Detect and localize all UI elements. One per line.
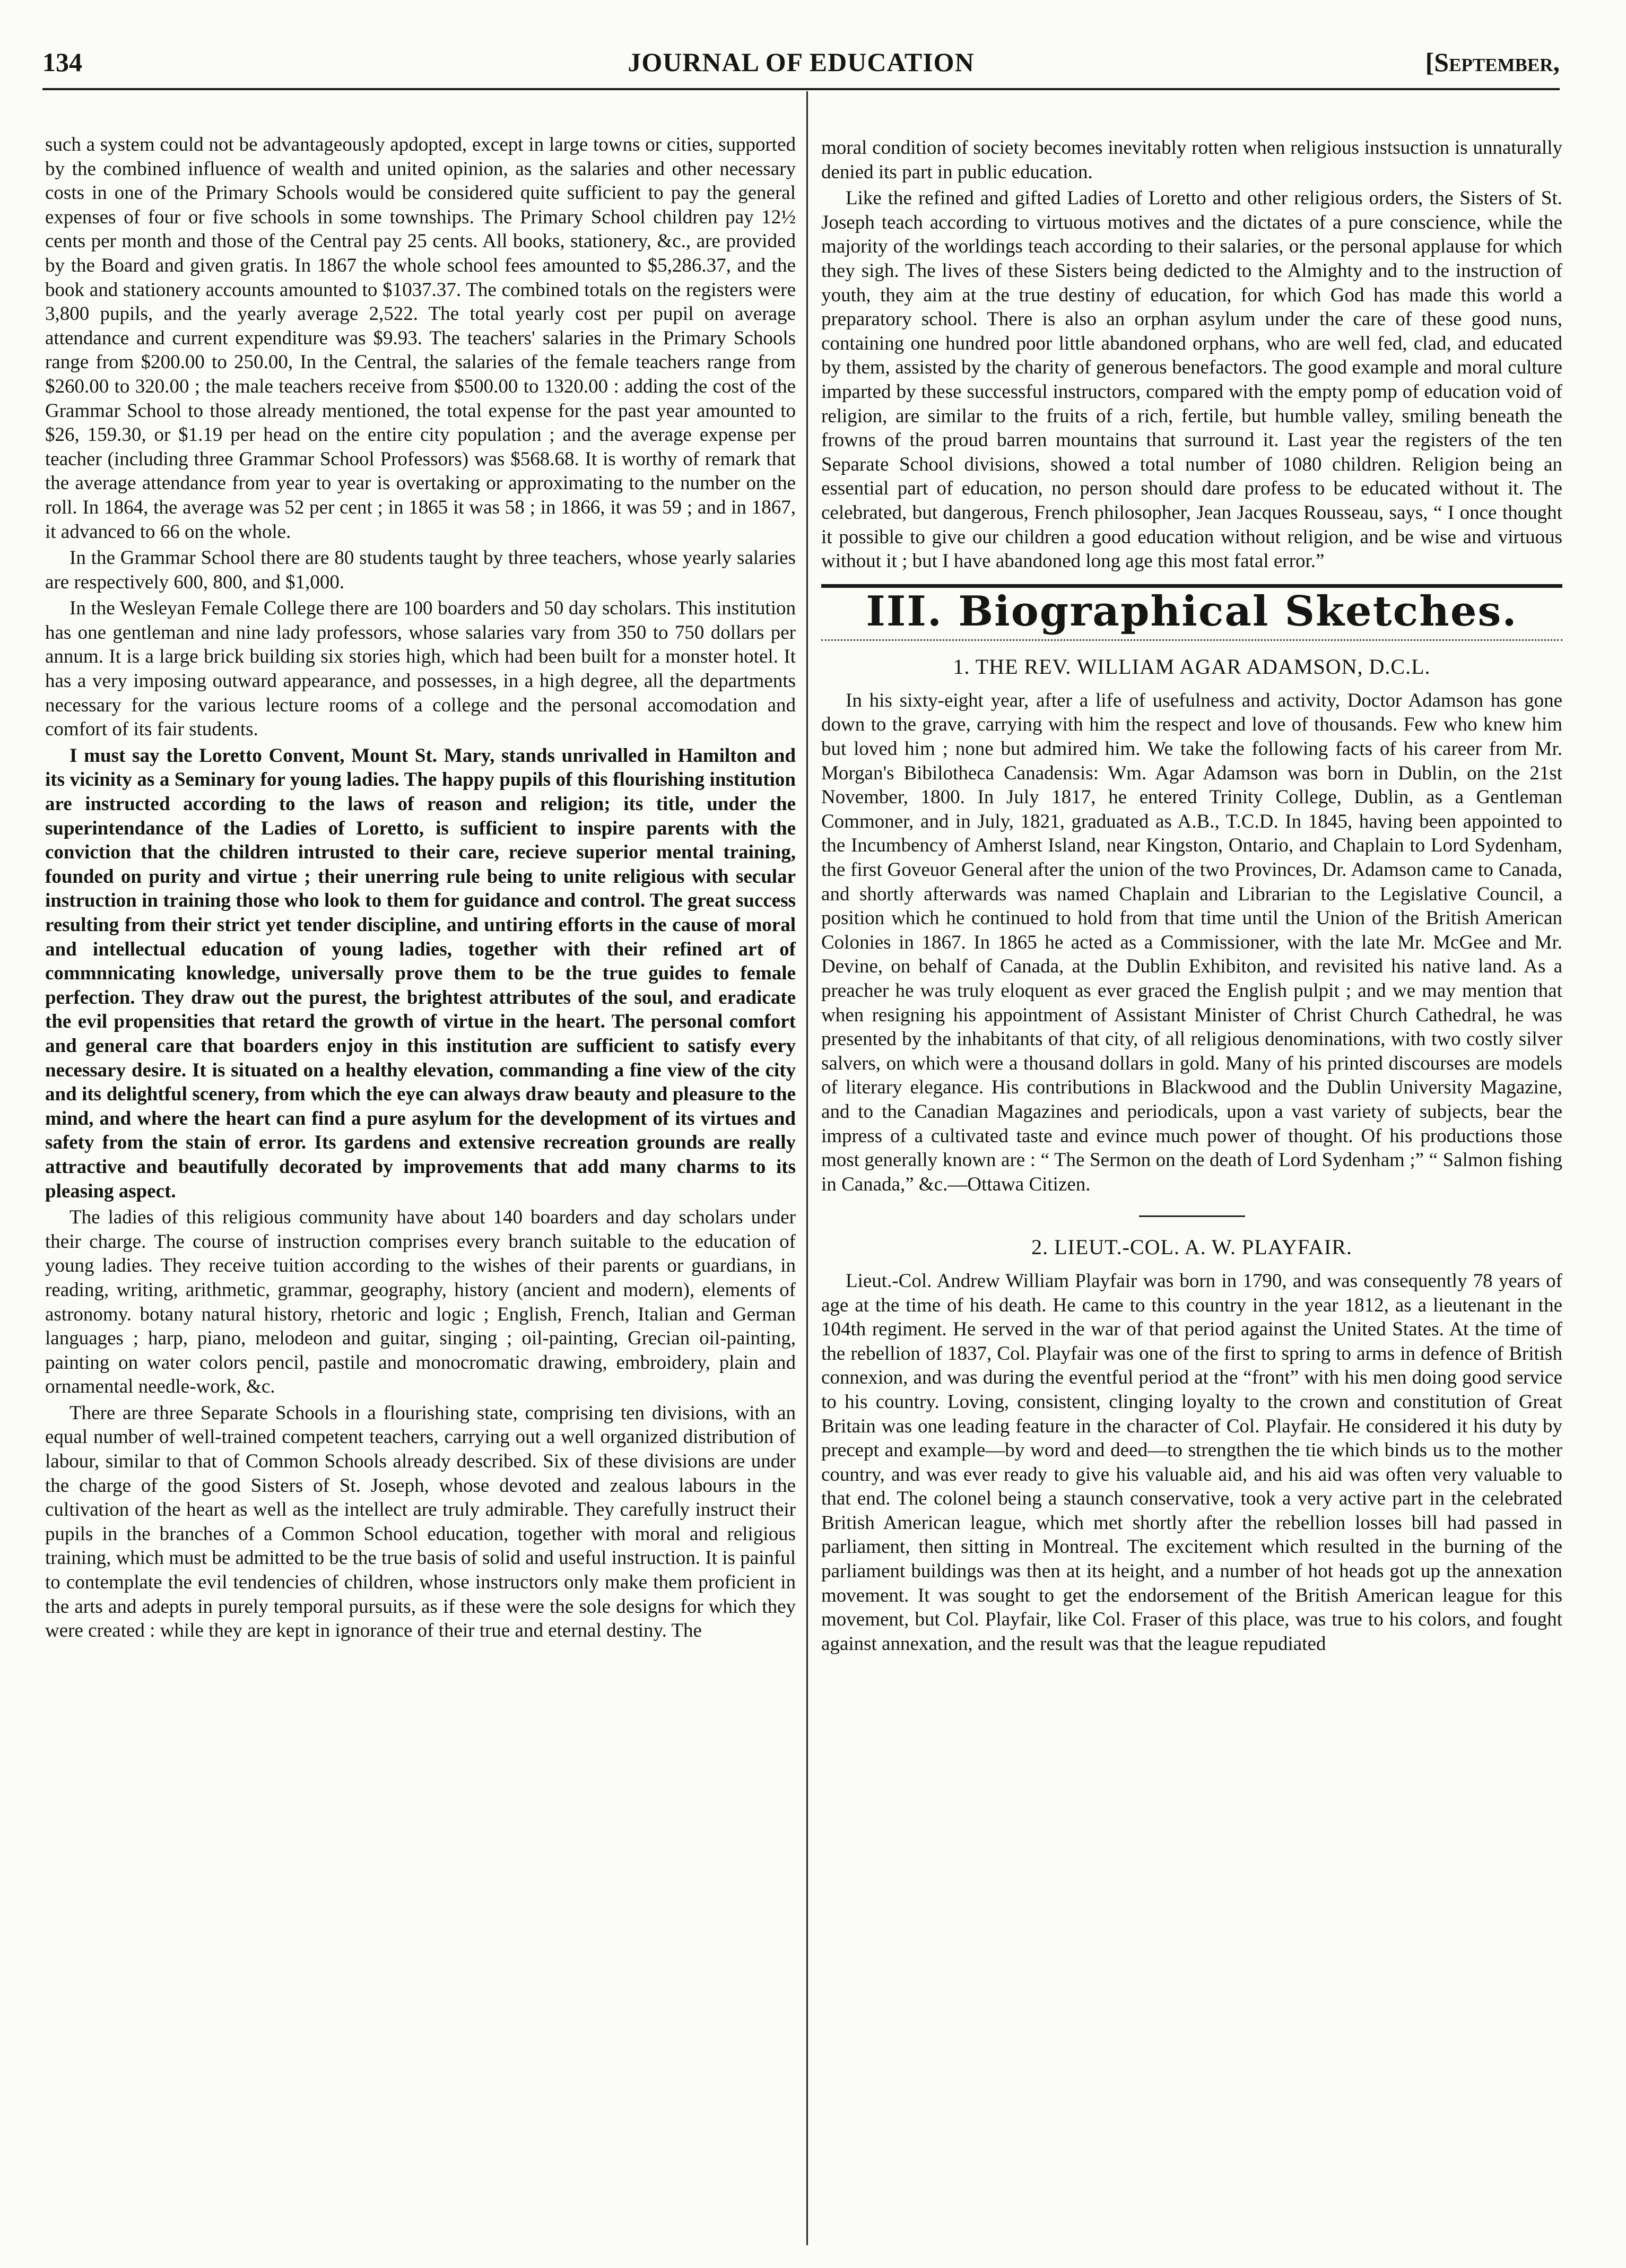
paragraph-moral-condition: moral condition of society becomes inevitably rotten when religious instsuction is unnaturally denied its part in public education. (821, 137, 1562, 183)
paragraph-separate-schools: There are three Separate Schools in a flourishing state, comprising ten divisions, with an equal number of well-trained competent teachers, carrying out a well organized distribution of labour, similar to that of Common Schools already described. Six of these divisions are under the charge of the good Sisters of St. Joseph, whose devoted and zealous labours in the cultivation of the heart as well as the intellect are truly admirable. They carefully instruct their pupils in the branches of a Common School education, together with moral and religious training, which must be admitted to be the true basis of solid and useful instruction. It is painful to contemplate the evil tendencies of children, whose instructors only make them proficient in the arts and adepts in purely temporal pursuits, as if these were the sole designs for which they were created : while they are kept in ignorance of their true and eternal destiny. The (45, 1402, 796, 1642)
paragraph-sisters-of-st-joseph: Like the refined and gifted Ladies of Loretto and other religious orders, the Sisters of St. Joseph teach according to virtuous motives and the dictates of a pure conscience, while the majority of the worldings teach according to their salaries, or the personal applause for which they sigh. The lives of these Sisters being dedicted to the Almighty and to the instruction of youth, they aim at the true destiny of education, for which God has made this world a preparatory school. There is also an orphan asylum under the care of these good nuns, containing one hundred poor little abandoned orphans, who are well fed, clad, and educated by them, assisted by the charity of generous benefactors. The good example and moral culture imparted by these successful instructors, compared with the empty pomp of education void of religion, are similar to the fruits of a rich, fertile, but humble valley, smiling beneath the frowns of the proud barren mountains that surround it. Last year the registers of the ten Separate School divisions, showed a total number of 1080 children. Religion being an essential part of education, no person should dare profess to be educated without it. The celebrated, but dangerous, French philosopher, Jean Jacques Rousseau, says, “ I once thought it possible to give our children a good education without religion, and be wise and virtuous without it ; but I have abandoned long age this most fatal error.” (821, 187, 1562, 572)
article-heading-playfair: 2. LIEUT.-COL. A. W. PLAYFAIR. (1031, 1235, 1352, 1259)
page-number: 134 (42, 47, 82, 77)
article-body-playfair: Lieut.-Col. Andrew William Playfair was born in 1790, and was consequently 78 years of age at the time of his death. He came to this country in the year 1812, as a lieutenant in the 104th regiment. He served in the war of that period against the United States. At the time of the rebellion of 1837, Col. Playfair was one of the first to spring to arms in defence of British connexion, and was during the eventful period at the “front” with his men doing good service to his country. Loving, consistent, clinging loyalty to the crown and constitution of Great Britain was one leading feature in the character of Col. Playfair. He considered it his duty by precept and example—by word and deed—to strengthen the tie which binds us to the mother country, and was ever ready to give his valuable aid, and his aid was often very valuable to that end. The colonel being a staunch conservative, took a very active part in the celebrated British American league, which met shortly after the rebellion losses bill had passed in parliament, then sitting in Montreal. The excitement which resulted in the burning of the parliament buildings was then at its height, and a number of hot heads got up the annexation movement. It was sought to get the endorsement of the British American league for this movement, but Col. Playfair, like Col. Fraser of this place, was true to his colors, and fought against annexation, and the result was that the league repudiated (821, 1270, 1562, 1655)
article-heading-adamson: 1. THE REV. WILLIAM AGAR ADAMSON, D.C.L. (953, 655, 1431, 679)
paragraph-loretto-convent: I must say the Loretto Convent, Mount St. Mary, stands unrivalled in Hamilton and its vicinity as a Seminary for young ladies. The happy pupils of this flourishing institution are instructed according to the laws of reason and religion; its title, under the superintendance of the Ladies of Loretto, is sufficient to inspire parents with the conviction that the children intrusted to their care, recieve superior mental training, founded on purity and virtue ; their unerring rule being to unite religious with secular instruction in training those who look to them for guidance and control. The great success resulting from their strict yet tender discipline, and untiring efforts in the cause of moral and intellectual education of young ladies, together with their refined art of commnnicating knowledge, universally prove them to be the true guides to female perfection. They draw out the purest, the brightest attributes of the soul, and eradicate the evil propensities that retard the growth of virtue in the heart. The personal comfort and general care that boarders enjoy in this institution are sufficient to satisfy every necessary desire. It is situated on a healthy elevation, commanding a fine view of the city and its delightful scenery, from which the eye can always draw beauty and pleasure to the mind, and where the heart can find a pure asylum for the development of its virtues and safety from the stain of error. Its gardens and extensive recreation grounds are really attractive and beautifully decorated by improvements that add many charms to its pleasing aspect. (45, 744, 796, 1202)
header-rule (42, 88, 1560, 90)
paragraph-grammar-school: In the Grammar School there are 80 students taught by three teachers, whose yearly salaries are respectively 600, 800, and $1,000. (45, 547, 796, 593)
paragraph-religious-community: The ladies of this religious community have about 140 boarders and day scholars under their charge. The course of instruction comprises every branch suitable to the education of young ladies. They receive tuition according to the wishes of their parents or guardians, in reading, writing, arithmetic, grammar, geography, history (ancient and modern), elements of astronomy. botany natural history, rhetoric and logic ; English, French, Italian and German languages ; harp, piano, melodeon and guitar, singing ; oil-painting, Grecian oil-painting, painting on water colors pencil, pastile and monocromatic drawing, embroidery, plain and ornamental needle-work, &c. (45, 1206, 796, 1398)
paragraph-school-costs: such a system could not be advantageously apdopted, except in large towns or cities, supported by the combined influence of wealth and united opinion, as the salaries and other necessary costs in one of the Primary Schools would be considered quite sufficient to pay the general expenses of four or five schools in some townships. The Primary School children pay 12½ cents per month and those of the Central pay 25 cents. All books, stationery, &c., are provided by the Board and given gratis. In 1867 the whole school fees amounted to $5,286.37, and the book and stationery accounts amounted to $1037.37. The combined totals on the registers were 3,800 pupils, and the yearly average 2,522. The total yearly cost per pupil on average attendance and current expenditure was $9.93. The teachers' salaries in the Primary Schools range from $200.00 to 250.00, In the Central, the salaries of the female teachers range from $260.00 to 320.00 ; the male teachers receive from $500.00 to 1320.00 : adding the cost of the Grammar School to those already mentioned, the total expense for the past year amounted to $26, 159.30, or $1.19 per head on the entire city population ; and the average expense per teacher (including three Grammar School Professors) was $568.68. It is worthy of remark that the average attendance from year to year is overtaking or approximating to the number on the roll. In 1864, the average was 52 per cent ; in 1865 it was 58 ; in 1866, it was 59 ; and in 1867, it advanced to 66 on the whole. (45, 134, 796, 543)
page-header (42, 47, 1560, 89)
right-column (821, 136, 1562, 1658)
section-title: III. Biographical Sketches. (866, 587, 1518, 636)
column-divider (806, 91, 808, 2245)
journal-title: JOURNAL OF EDUCATION (628, 47, 975, 77)
paragraph-wesleyan-college: In the Wesleyan Female College there are 100 boarders and 50 day scholars. This institution has one gentleman and nine lady professors, whose salaries vary from 350 to 750 dollars per annum. It is a large brick building six stories high, which had been built for a monster hotel. It has a very imposing outward appearance, and possesses, in a high degree, all the departments necessary for the various lecture rooms of a college and the personal accomodation and comfort of its fair students. (45, 597, 796, 741)
issue-month: [September, (1425, 47, 1560, 77)
article-separator (1139, 1215, 1245, 1217)
left-column (45, 133, 796, 1645)
article-body-adamson: In his sixty-eight year, after a life of usefulness and activity, Doctor Adamson has gone down to the grave, carrying with him the respect and love of thousands. Few who knew him but loved him ; none but admired him. We take the following facts of his career from Mr. Morgan's Bibilotheca Canadensis: Wm. Agar Adamson was born in Dublin, on the 21st November, 1800. In July 1817, he entered Trinity College, Dublin, as a Gentleman Commoner, and in July, 1821, graduated as A.B., T.C.D. In 1845, having been appointed to the Incumbency of Amherst Island, near Kingston, Ontario, and Chaplain to Lord Sydenham, the first Goveuor General after the union of the two Provinces, Dr. Adamson came to Canada, and shortly afterwards was named Chaplain and Librarian to the Legislative Council, a position which he continued to hold from that time until the Union of the British American Colonies in 1867. In 1865 he acted as a Commissioner, with the late Mr. McGee and Mr. Devine, on behalf of Canada, at the Dublin Exhibiton, and revisited his native land. As a preacher he was truly eloquent as ever graced the English pulpit ; and we may mention that when resigning his appointment of Assistant Minister of Christ Church Cathedral, he was presented by the inhabitants of that city, of all religious denominations, with two costly silver salvers, on which were a thousand dollars in gold. Many of his printed discourses are models of literary elegance. His contributions in Blackwood and the Dublin University Magazine, and to the Canadian Magazines and periodicals, upon a vast variety of subjects, bear the impress of a cultivated taste and evince much power of thought. Of his productions those most generally known are : “ The Sermon on the death of Lord Sydenham ;” “ Salmon fishing in Canada,” &c.—Ottawa Citizen. (821, 689, 1562, 1195)
